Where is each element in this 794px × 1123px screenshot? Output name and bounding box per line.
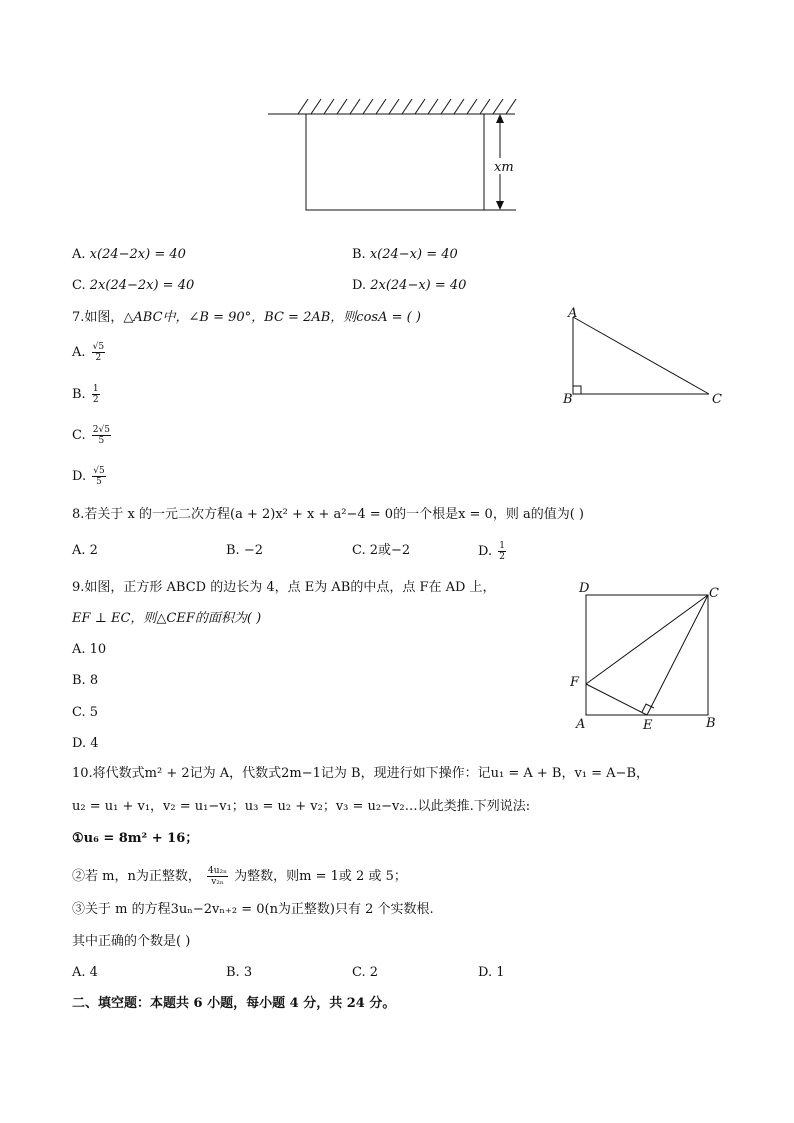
q8-stem: 8.若关于 x 的一元二次方程(a + 2)x² + x + a²−4 = 0的一个根是x = 0，则 a的值为( ) [72, 507, 584, 522]
q6-option-b: B. x(24−x) = 40 [352, 247, 458, 262]
q10-option-d: D. 1 [478, 965, 505, 980]
q10-option-a: A. 4 [72, 965, 98, 980]
q7-option-b: B. $\frac{1}{2}$ [72, 384, 99, 405]
vertex-c-label: C [712, 392, 722, 407]
q9-option-a: A. 10 [72, 642, 107, 657]
vertex-c-label: C [709, 586, 719, 601]
q10-question: 其中正确的个数是( ) [72, 934, 191, 949]
q7-stem: 7.如图，△ABC中，∠B = 90°，BC = 2AB，则cosA = ( ) [72, 310, 421, 325]
dimension-label: xm [494, 160, 514, 175]
q9-stem-line1: 9.如图，正方形 ABCD 的边长为 4，点 E为 AB的中点，点 F在 AD 上， [72, 580, 496, 595]
q10-statement-3: ③关于 m 的方程3uₙ−2vₙ₊₂ = 0(n为正整数)只有 2 个实数根. [72, 902, 434, 917]
vertex-b-label: B [706, 716, 716, 731]
vertex-a-label: A [568, 306, 578, 321]
q7-option-c: C. $\frac{2√5}{5}$ [72, 425, 110, 446]
vertex-d-label: D [579, 581, 590, 596]
q8-option-b: B. −2 [226, 543, 263, 558]
vertex-a-label: A [576, 717, 586, 732]
q10-option-b: B. 3 [226, 965, 253, 980]
q7-option-d: D. $\frac{√5}{5}$ [72, 466, 105, 487]
q8-option-a: A. 2 [72, 543, 98, 558]
q6-option-d: D. 2x(24−x) = 40 [352, 278, 467, 293]
vertex-f-label: F [570, 675, 580, 690]
q9-option-b: B. 8 [72, 673, 99, 688]
vertex-b-label: B [563, 392, 573, 407]
section-heading-fill-in: 二、填空题：本题共 6 小题，每小题 4 分，共 24 分。 [72, 996, 396, 1011]
q8-option-d: D. $\frac{1}{2}$ [478, 541, 505, 562]
right-triangle-figure [555, 305, 730, 410]
q9-stem-line2: EF ⊥ EC，则△CEF的面积为( ) [72, 611, 262, 626]
q9-option-c: C. 5 [72, 705, 99, 720]
q10-line2: u₂ = u₁ + v₁，v₂ = u₁−v₁；u₃ = u₂ + v₂；v₃ = u₂−v₂…以此类推.下列说法: [72, 799, 531, 814]
q10-statement-2: ②若 m，n为正整数， $\frac{\text{4u₂ₙ}}{\text{v₂ₙ}}$ 为整数，则m = 1或 2 或 5； [72, 866, 407, 887]
q6-option-c: C. 2x(24−2x) = 40 [72, 278, 195, 293]
q10-statement-1: ①u₆ = 8m² + 16； [72, 831, 199, 846]
q7-option-a: A. $\frac{√5}{2}$ [72, 342, 105, 363]
q9-option-d: D. 4 [72, 736, 99, 751]
q8-option-c: C. 2或−2 [352, 543, 411, 558]
q10-line1: 10.将代数式m² + 2记为 A，代数式2m−1记为 B，现进行如下操作：记u₁ = A + B，v₁ = A−B， [72, 766, 649, 781]
q10-option-c: C. 2 [352, 965, 379, 980]
square-figure [565, 578, 730, 733]
q6-option-a: A. x(24−2x) = 40 [72, 247, 186, 262]
rectangle-wall-figure [260, 95, 530, 220]
vertex-e-label: E [643, 718, 653, 733]
